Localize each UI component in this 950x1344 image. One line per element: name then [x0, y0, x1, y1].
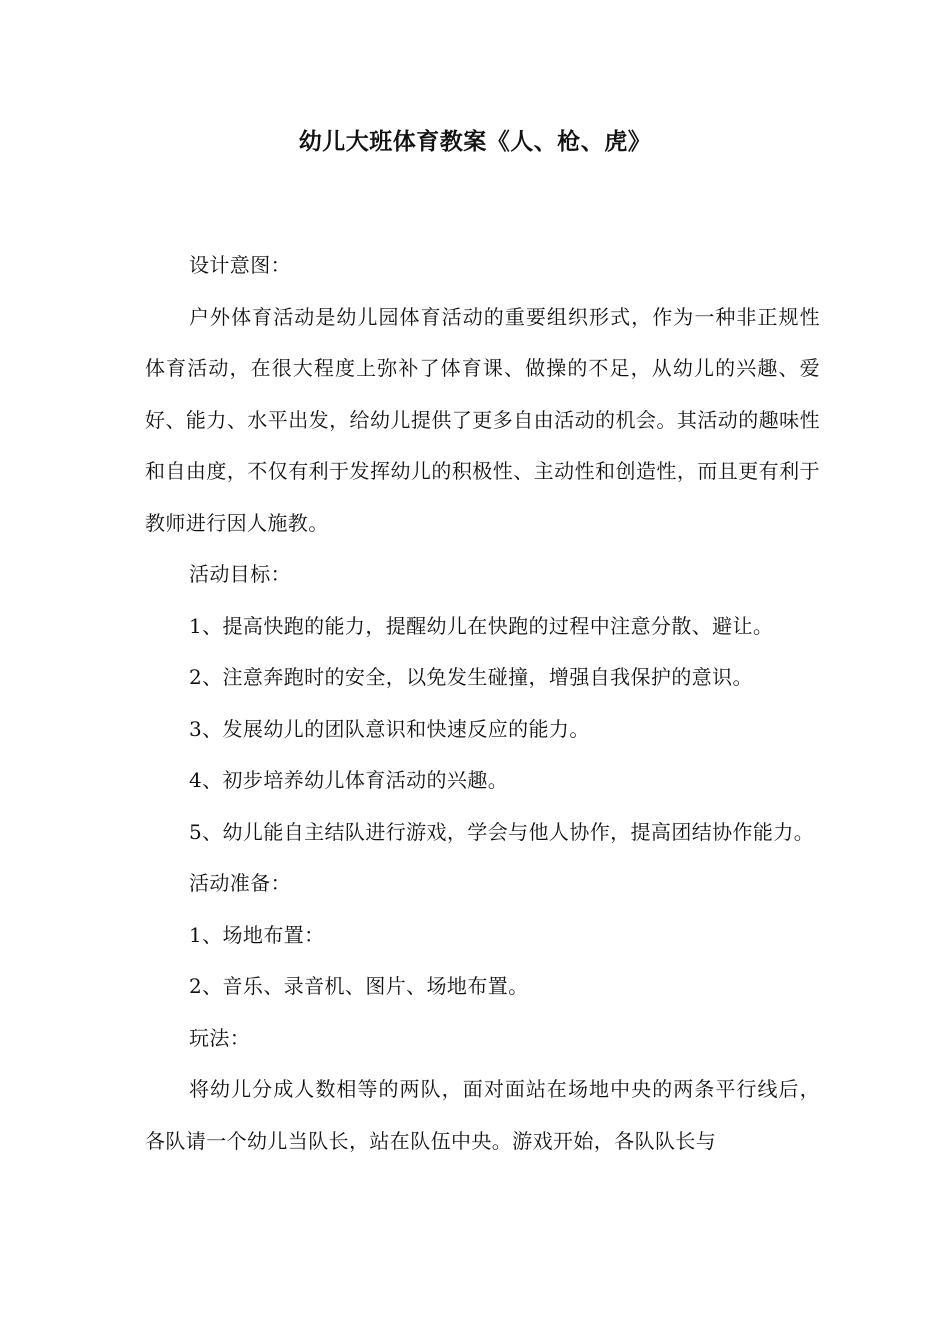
heading-design-intent: 设计意图：	[189, 253, 291, 277]
preparation-item-2: 2、音乐、录音机、图片、场地布置。	[189, 974, 529, 998]
goal-item-5: 5、幼儿能自主结队进行游戏，学会与他人协作，提高团结协作能力。	[189, 819, 815, 844]
goal-item-3: 3、发展幼儿的团队意识和快速反应的能力。	[189, 716, 590, 741]
goal-item-4: 4、初步培养幼儿体育活动的兴趣。	[189, 768, 509, 792]
heading-activity-preparation: 活动准备：	[189, 871, 291, 895]
preparation-item-1: 1、场地布置：	[189, 922, 325, 947]
goal-item-2: 2、注意奔跑时的安全，以免发生碰撞，增强自我保护的意识。	[189, 665, 753, 689]
heading-gameplay: 玩法：	[189, 1025, 251, 1050]
paragraph-gameplay: 将幼儿分成人数相等的两队，面对面站在场地中央的两条平行线后，各队请一个幼儿当队长，站在队伍中央。游戏开始，各队队长与	[145, 1077, 820, 1153]
goal-item-1: 1、提高快跑的能力，提醒幼儿在快跑的过程中注意分散、避让。	[189, 613, 774, 638]
document-body	[145, 240, 820, 1167]
heading-activity-goals: 活动目标：	[189, 562, 291, 586]
paragraph-design-intent: 户外体育活动是幼儿园体育活动的重要组织形式，作为一种非正规性体育活动，在很大程度上弥补了体育课、做操的不足，从幼儿的兴趣、爱好、能力、水平出发，给幼儿提供了更多自由活动的机会。其活动的趣味性和自由度，不仅有利于发挥幼儿的积极性、主动性和创造性，而且更有利于教师进行因人施教。	[145, 304, 820, 535]
document-title: 幼儿大班体育教案《人、枪、虎》	[298, 128, 652, 155]
